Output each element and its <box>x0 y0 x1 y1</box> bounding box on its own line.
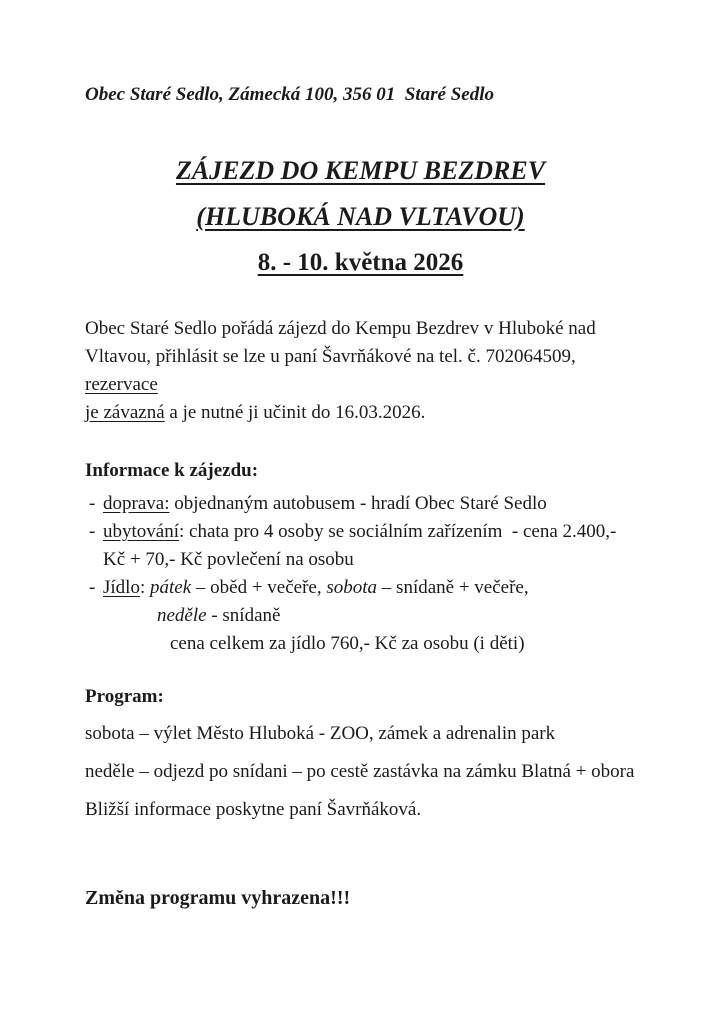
bullet-jidlo-price-line: cena celkem za jídlo 760,- Kč za osobu (i děti) <box>170 633 525 654</box>
bullet-doprava-text <box>103 490 636 518</box>
doc-title-date: 8. - 10. května 2026 <box>257 249 464 276</box>
info-bullet-list <box>85 490 636 658</box>
section-heading-program: Program: <box>85 686 164 707</box>
program-line-sobota: sobota – výlet Město Hluboká - ZOO, zámek a adrenalin park <box>85 723 556 744</box>
bullet-jidlo-label: Jídlo <box>103 577 140 598</box>
bullet-doprava-rest: objednaným autobusem - hradí Obec Staré Sedlo <box>169 493 547 514</box>
intro-line3b: a je nutné ji učinit do 16.03.2026. <box>164 402 426 423</box>
intro-line1: Obec Staré Sedlo pořádá zájezd do Kempu Bezdrev v Hluboké nad <box>85 318 596 339</box>
section-heading-informace: Informace k zájezdu: <box>85 460 259 481</box>
bullet-jidlo-saturday: sobota <box>326 577 378 598</box>
bullet-jidlo-friday-meals: – oběd + večeře, <box>191 577 327 598</box>
bullet-marker: - <box>89 577 96 598</box>
doc-title-line-2: (HLUBOKÁ NAD VLTAVOU) <box>196 202 525 231</box>
bullet-jidlo <box>85 574 636 658</box>
letterhead-address: Obec Staré Sedlo, Zámecká 100, 356 01 Staré Sedlo <box>85 84 494 105</box>
doc-title-line-1: ZÁJEZD DO KEMPU BEZDREV <box>175 156 546 185</box>
bullet-jidlo-colon: : <box>139 577 150 598</box>
bullet-jidlo-sunday: neděle <box>157 605 207 626</box>
doc-title-block <box>85 156 636 277</box>
bullet-jidlo-line2 <box>103 602 636 630</box>
bullet-jidlo-friday: pátek <box>149 577 192 598</box>
bullet-jidlo-sunday-meals: - snídaně <box>206 605 281 626</box>
bullet-jidlo-saturday-meals: – snídaně + večeře, <box>377 577 529 598</box>
bullet-ubytovani-line1: : chata pro 4 osoby se sociálním zařízením - cena 2.400,- <box>179 521 617 542</box>
bullet-ubytovani-line2: Kč + 70,- Kč povlečení na osobu <box>103 549 354 570</box>
program-line-nedele: neděle – odjezd po snídani – po cestě zastávka na zámku Blatná + obora <box>85 761 635 782</box>
intro-paragraph <box>85 315 636 427</box>
bullet-marker: - <box>89 521 96 542</box>
bullet-doprava <box>85 490 636 518</box>
bullet-ubytovani <box>85 518 636 574</box>
footer-note: Změna programu vyhrazena!!! <box>85 887 351 909</box>
intro-reservation-underline-2: je závazná <box>85 402 165 423</box>
bullet-marker: - <box>89 493 96 514</box>
bullet-ubytovani-text <box>103 518 636 574</box>
intro-reservation-underline-1: rezervace <box>85 374 158 395</box>
bullet-jidlo-text <box>103 574 636 658</box>
program-line-blizsi-informace: Bližší informace poskytne paní Šavrňáková. <box>85 799 422 820</box>
bullet-doprava-label: doprava: <box>103 493 170 514</box>
intro-line2a: Vltavou, přihlásit se lze u paní Šavrňákové na tel. č. 702064509, <box>85 346 576 367</box>
bullet-ubytovani-label: ubytování <box>103 521 179 542</box>
bullet-jidlo-line1 <box>103 574 636 602</box>
